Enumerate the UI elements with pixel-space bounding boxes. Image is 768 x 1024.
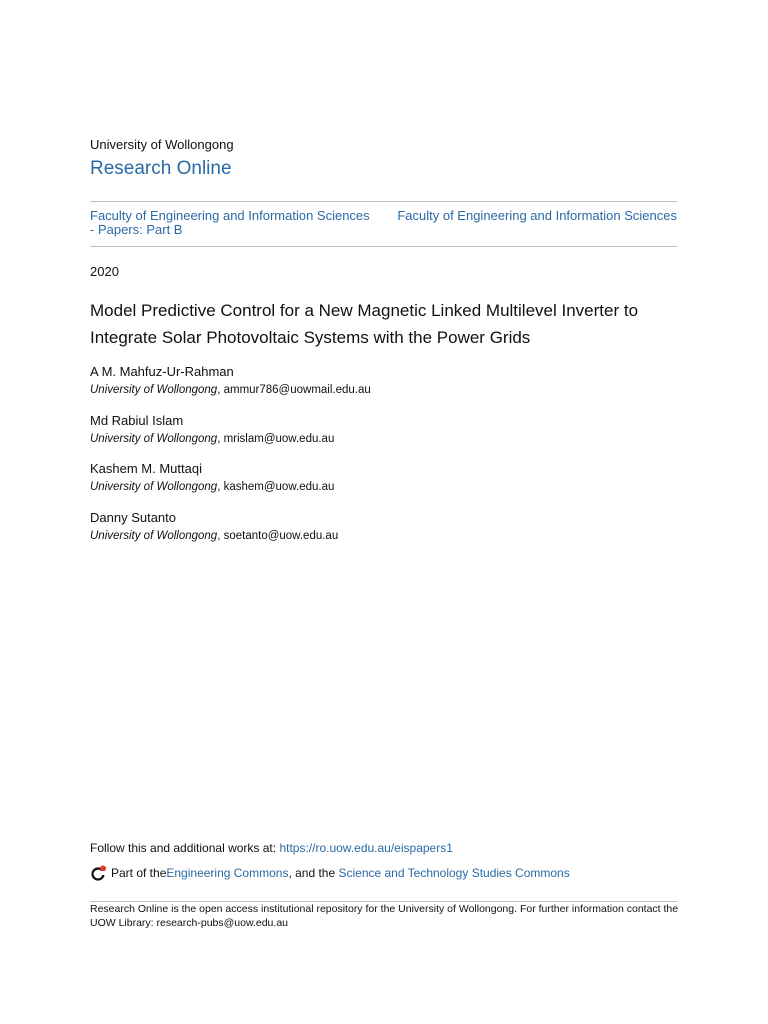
author-email: , mrislam@uow.edu.au	[217, 433, 335, 445]
author-email: , soetanto@uow.edu.au	[217, 530, 339, 542]
commons-network-icon	[90, 864, 108, 882]
eispapers-link[interactable]: https://ro.uow.edu.au/eispapers1	[279, 841, 453, 855]
author-affiliation	[90, 431, 334, 447]
sts-commons-link[interactable]: Science and Technology Studies Commons	[338, 866, 570, 880]
paper-title: Model Predictive Control for a New Magnetic Linked Multilevel Inverter to Integrate Solar Photovoltaic Systems with the Power Grids	[90, 301, 639, 347]
breadcrumb-faculty-link[interactable]: Faculty of Engineering and Information Sciences	[397, 208, 677, 223]
part-of-middle: , and the	[288, 866, 339, 880]
author-name: A M. Mahfuz-Ur-Rahman	[90, 364, 234, 379]
divider-top	[90, 201, 677, 202]
part-of-line	[90, 864, 570, 882]
author-name: Danny Sutanto	[90, 510, 177, 525]
author-institution: University of Wollongong	[90, 384, 218, 396]
author-email: , kashem@uow.edu.au	[217, 481, 335, 493]
author-entry	[90, 413, 334, 447]
author-institution: University of Wollongong	[90, 481, 218, 493]
author-entry	[90, 364, 371, 398]
engineering-commons-link[interactable]: Engineering Commons	[166, 866, 289, 880]
author-name: Md Rabiul Islam	[90, 413, 184, 428]
repository-footer-note: Research Online is the open access institutional repository for the University of Wollongong. For further information contact the UOW Library: research-pubs@uow.edu.au	[90, 903, 679, 929]
part-of-prefix: Part of the	[111, 866, 167, 880]
author-institution: University of Wollongong	[90, 530, 218, 542]
breadcrumb-papers-part-b-link[interactable]: Faculty of Engineering and Information Sciences - Papers: Part B	[90, 208, 370, 237]
author-affiliation	[90, 382, 371, 398]
author-name: Kashem M. Muttaqi	[90, 461, 202, 476]
author-entry	[90, 461, 334, 495]
author-entry	[90, 510, 338, 544]
divider-middle	[90, 246, 677, 247]
publication-year: 2020	[90, 264, 119, 279]
follow-line	[90, 841, 453, 855]
author-affiliation	[90, 479, 334, 495]
follow-prefix: Follow this and additional works at:	[90, 841, 280, 855]
research-online-link[interactable]: Research Online	[90, 158, 232, 179]
author-institution: University of Wollongong	[90, 433, 218, 445]
author-email: , ammur786@uowmail.edu.au	[217, 384, 371, 396]
author-affiliation	[90, 528, 338, 544]
institution-name: University of Wollongong	[90, 137, 234, 152]
